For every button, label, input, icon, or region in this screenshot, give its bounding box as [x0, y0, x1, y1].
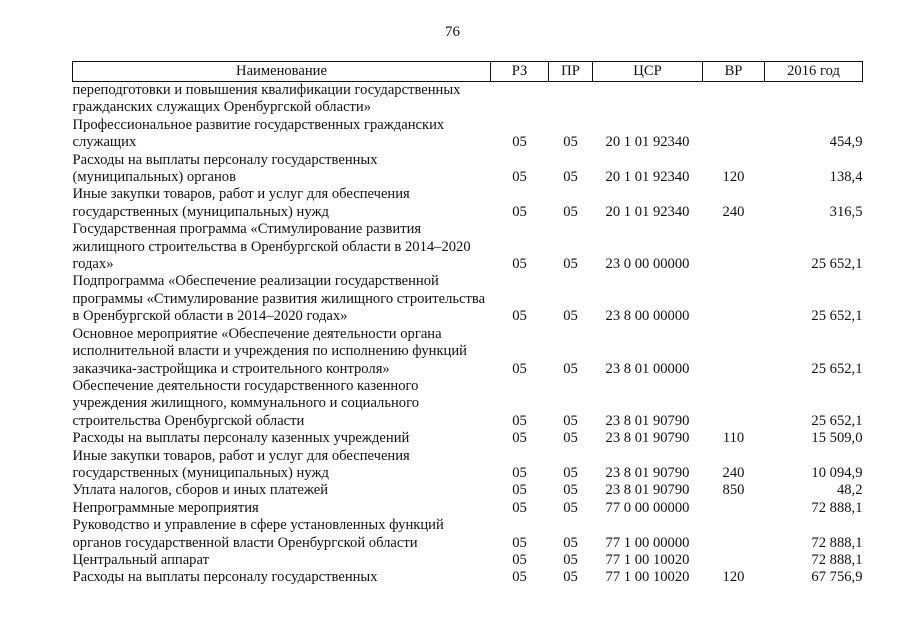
- cell-csr: 23 0 00 00000: [605, 256, 690, 273]
- cell-rz: 05: [512, 412, 527, 429]
- cell-vr: [703, 273, 765, 325]
- cell-rz: 05: [512, 569, 527, 586]
- table-row: [73, 82, 863, 117]
- cell-rz: 05: [512, 534, 527, 551]
- cell-name: Основное мероприятие «Обеспечение деятельности органа исполнительной власти и учреждения по исполнению функций заказчика-застройщика и строительного контроля»: [72, 325, 467, 377]
- cell-sum: 48,2: [836, 482, 863, 499]
- table-row: [73, 326, 863, 378]
- cell-pr: 05: [563, 499, 578, 516]
- table-row: [73, 186, 863, 221]
- cell-rz: 05: [512, 134, 527, 151]
- cell-name: Подпрограмма «Обеспечение реализации государственной программы «Стимулирование развития жилищного строительства в Оренбургской области в 2014–2020 годах»: [72, 273, 486, 325]
- cell-csr: 77 1 00 00000: [605, 534, 690, 551]
- cell-pr: 05: [563, 482, 578, 499]
- header-vr: ВР: [703, 62, 765, 82]
- table-row: [73, 221, 863, 273]
- cell-pr: 05: [563, 412, 578, 429]
- cell-sum: 454,9: [829, 134, 863, 151]
- cell-sum: 25 652,1: [811, 360, 863, 377]
- cell-name: Расходы на выплаты персоналу государственных (муниципальных) органов: [72, 151, 378, 186]
- header-rz: РЗ: [491, 62, 549, 82]
- cell-pr: 05: [563, 569, 578, 586]
- cell-name: Уплата налогов, сборов и иных платежей: [72, 482, 329, 499]
- cell-csr: 23 8 00 00000: [605, 308, 690, 325]
- cell-pr: 05: [563, 203, 578, 220]
- cell-vr: 850: [722, 482, 745, 499]
- cell-name: Профессиональное развитие государственных гражданских служащих: [72, 116, 445, 151]
- cell-pr: [549, 82, 593, 117]
- cell-name: Государственная программа «Стимулирование развития жилищного строительства в Оренбургской области в 2014–2020 годах»: [72, 221, 471, 273]
- cell-csr: 20 1 01 92340: [605, 134, 690, 151]
- cell-rz: 05: [512, 203, 527, 220]
- cell-csr: [593, 82, 703, 117]
- table-header: [73, 62, 863, 82]
- cell-rz: 05: [512, 551, 527, 568]
- cell-rz: 05: [512, 499, 527, 516]
- cell-vr: [703, 378, 765, 430]
- cell-vr: 110: [722, 430, 745, 447]
- cell-pr: 05: [563, 551, 578, 568]
- table-row: [73, 273, 863, 325]
- table-row: [73, 117, 863, 152]
- cell-sum: 72 888,1: [811, 534, 863, 551]
- cell-rz: 05: [512, 360, 527, 377]
- cell-pr: 05: [563, 169, 578, 186]
- cell-sum: 67 756,9: [811, 569, 863, 586]
- cell-pr: 05: [563, 134, 578, 151]
- cell-name: переподготовки и повышения квалификации государственных гражданских служащих Оренбургской области»: [72, 82, 461, 116]
- cell-name: Обеспечение деятельности государственного казенного учреждения жилищного, коммунального и социального строительства Оренбургской области: [72, 377, 420, 429]
- cell-pr: 05: [563, 464, 578, 481]
- cell-pr: 05: [563, 360, 578, 377]
- table-row: [73, 430, 863, 447]
- cell-csr: 23 8 01 90790: [605, 430, 690, 447]
- cell-sum: 25 652,1: [811, 256, 863, 273]
- header-csr: ЦСР: [593, 62, 703, 82]
- cell-csr: 23 8 01 90790: [605, 482, 690, 499]
- cell-vr: 240: [722, 464, 745, 481]
- cell-name: Центральный аппарат: [72, 551, 209, 568]
- cell-csr: 77 1 00 10020: [605, 569, 690, 586]
- budget-table: [72, 61, 863, 587]
- header-pr: ПР: [549, 62, 593, 82]
- cell-sum: 72 888,1: [811, 499, 863, 516]
- cell-rz: [491, 82, 549, 117]
- cell-csr: 20 1 01 92340: [605, 169, 690, 186]
- table-row: [73, 378, 863, 430]
- cell-name: Руководство и управление в сфере установленных функций органов государственной власти Оренбургской области: [72, 517, 444, 551]
- cell-rz: 05: [512, 482, 527, 499]
- cell-pr: 05: [563, 308, 578, 325]
- cell-sum: 25 652,1: [811, 412, 863, 429]
- cell-vr: [703, 517, 765, 552]
- cell-rz: 05: [512, 464, 527, 481]
- cell-rz: 05: [512, 308, 527, 325]
- cell-vr: 120: [722, 569, 745, 586]
- table-row: [73, 152, 863, 187]
- cell-csr: 23 8 01 90790: [605, 464, 690, 481]
- cell-vr: 240: [722, 203, 745, 220]
- cell-csr: 20 1 01 92340: [605, 203, 690, 220]
- cell-vr: [703, 221, 765, 273]
- cell-csr: 77 1 00 10020: [605, 551, 690, 568]
- cell-name: Иные закупки товаров, работ и услуг для обеспечения государственных (муниципальных) нужд: [72, 447, 410, 481]
- header-name: Наименование: [73, 62, 491, 82]
- cell-vr: [703, 82, 765, 117]
- cell-name: Иные закупки товаров, работ и услуг для обеспечения государственных (муниципальных) нужд: [72, 186, 410, 220]
- cell-vr: [703, 552, 765, 569]
- cell-name: Расходы на выплаты персоналу казенных учреждений: [72, 430, 410, 447]
- cell-name: Непрограммные мероприятия: [72, 499, 259, 516]
- header-sum: 2016 год: [765, 62, 863, 82]
- cell-rz: 05: [512, 169, 527, 186]
- table-row: [73, 569, 863, 586]
- cell-sum: 15 509,0: [811, 430, 863, 447]
- cell-sum: 138,4: [829, 169, 863, 186]
- table-row: [73, 448, 863, 483]
- cell-vr: [703, 500, 765, 517]
- page-number: 76: [445, 24, 460, 40]
- table-row: [73, 552, 863, 569]
- table-row: [73, 482, 863, 499]
- cell-csr: 23 8 01 90790: [605, 412, 690, 429]
- cell-sum: [765, 82, 863, 117]
- table-body: [73, 82, 863, 587]
- cell-name: Расходы на выплаты персоналу государственных: [72, 569, 378, 586]
- cell-sum: 72 888,1: [811, 551, 863, 568]
- cell-pr: 05: [563, 430, 578, 447]
- cell-csr: 23 8 01 00000: [605, 360, 690, 377]
- cell-sum: 10 094,9: [811, 464, 863, 481]
- cell-vr: [703, 117, 765, 152]
- cell-vr: 120: [722, 169, 745, 186]
- cell-rz: 05: [512, 430, 527, 447]
- cell-pr: 05: [563, 534, 578, 551]
- cell-vr: [703, 326, 765, 378]
- cell-sum: 25 652,1: [811, 308, 863, 325]
- table-row: [73, 517, 863, 552]
- cell-csr: 77 0 00 00000: [605, 499, 690, 516]
- cell-sum: 316,5: [829, 203, 863, 220]
- cell-pr: 05: [563, 256, 578, 273]
- table-row: [73, 500, 863, 517]
- cell-rz: 05: [512, 256, 527, 273]
